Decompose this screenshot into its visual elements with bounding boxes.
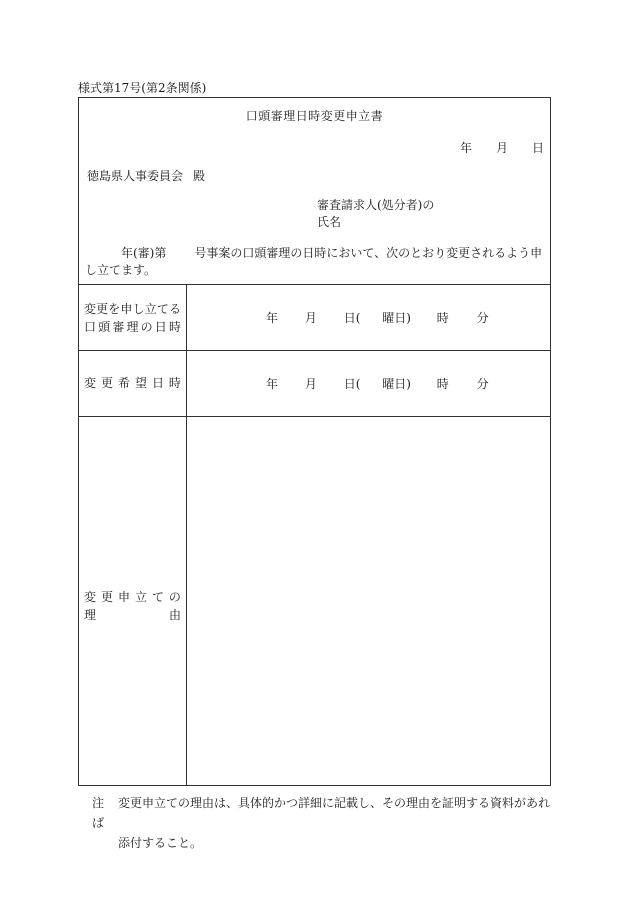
dt-minute: 分 bbox=[476, 376, 489, 391]
label-line: 理 由 bbox=[84, 608, 181, 622]
dt-day: 日( bbox=[343, 310, 361, 325]
form-title: 口頭審理日時変更申立書 bbox=[245, 109, 384, 123]
dt-month: 月 bbox=[304, 310, 317, 325]
reason-field[interactable] bbox=[186, 416, 550, 785]
current-datetime-field[interactable] bbox=[186, 284, 550, 350]
statement-text: 号事案の口頭審理の日時において、次のとおり変更されるよう申し立てます。 bbox=[85, 246, 543, 277]
desired-datetime-label bbox=[84, 374, 181, 392]
addressee-name: 徳島県人事委員会 bbox=[87, 169, 184, 183]
date-year-label: 年 bbox=[459, 141, 472, 155]
submission-date bbox=[436, 139, 544, 156]
label-line: 変 更 を 申 し 立 て る bbox=[84, 302, 181, 316]
form-frame bbox=[78, 97, 551, 786]
request-statement bbox=[85, 245, 546, 279]
dt-weekday: 曜日) bbox=[382, 310, 411, 325]
date-month-label: 月 bbox=[495, 141, 508, 155]
addressee bbox=[87, 167, 205, 184]
note-line-2: 添付すること。 bbox=[118, 836, 203, 850]
dt-day: 日( bbox=[343, 376, 361, 391]
footnote bbox=[92, 793, 552, 853]
reason-label bbox=[84, 588, 181, 624]
current-datetime-label bbox=[84, 300, 181, 336]
label-line: 変 更 申 立 て の bbox=[84, 590, 181, 604]
dt-hour: 時 bbox=[436, 376, 449, 391]
dt-hour: 時 bbox=[436, 310, 449, 325]
dt-month: 月 bbox=[304, 376, 317, 391]
datetime-template bbox=[186, 309, 489, 326]
dt-weekday: 曜日) bbox=[382, 376, 411, 391]
dt-year: 年 bbox=[266, 376, 279, 391]
dt-year: 年 bbox=[266, 310, 279, 325]
date-day-label: 日 bbox=[531, 141, 544, 155]
applicant-block bbox=[317, 197, 434, 231]
addressee-honorific: 殿 bbox=[193, 169, 206, 183]
note-label: 注 bbox=[92, 796, 105, 810]
applicant-line-1: 審査請求人(処分者)の bbox=[317, 198, 435, 212]
case-number-prefix: 年(審)第 bbox=[121, 246, 167, 260]
label-line: 変 更 希 望 日 時 bbox=[84, 376, 181, 390]
label-line: 口 頭 審 理 の 日 時 bbox=[84, 320, 181, 334]
dt-minute: 分 bbox=[476, 310, 489, 325]
datetime-template bbox=[186, 375, 489, 392]
form-number-label: 様式第17号(第2条関係) bbox=[78, 81, 207, 95]
note-line-1: 変更申立ての理由は、具体的かつ詳細に記載し、その理由を証明する資料があれば bbox=[92, 796, 551, 830]
desired-datetime-field[interactable] bbox=[186, 350, 550, 416]
applicant-line-2: 氏名 bbox=[317, 215, 342, 229]
